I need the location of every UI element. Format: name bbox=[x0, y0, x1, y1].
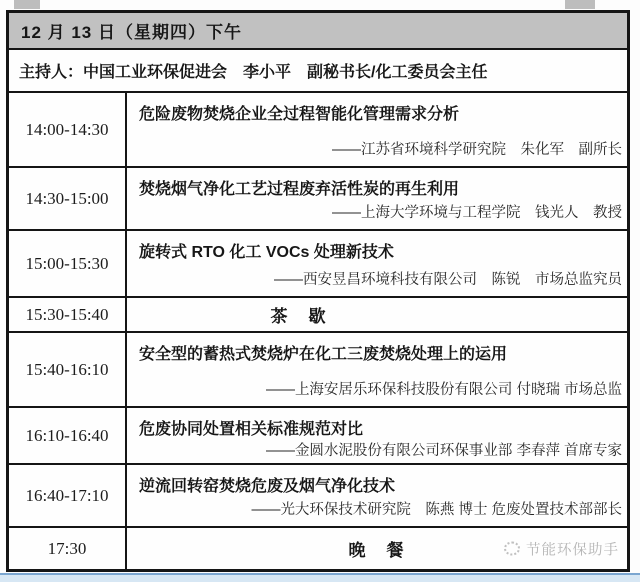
session-speaker: ——光大环保技术研究院 陈燕 博士 危废处置技术部部长 bbox=[251, 502, 622, 518]
session-cell bbox=[127, 465, 627, 526]
table-row bbox=[9, 465, 627, 528]
table-row bbox=[9, 333, 627, 408]
session-speaker: ——金圆水泥股份有限公司环保事业部 李春萍 首席专家 bbox=[265, 443, 622, 459]
moderator-row bbox=[9, 50, 627, 93]
session-cell bbox=[127, 333, 627, 406]
time-cell: 14:00-14:30 bbox=[9, 93, 127, 166]
session-speaker: ——江苏省环境科学研究院 朱化军 副所长 bbox=[332, 142, 622, 158]
table-row bbox=[9, 93, 627, 168]
screenshot-edge-artifact-left bbox=[14, 0, 40, 9]
agenda-table bbox=[6, 10, 630, 572]
session-cell bbox=[127, 408, 627, 463]
time-cell: 16:40-17:10 bbox=[9, 465, 127, 526]
screenshot-edge-artifact-right bbox=[565, 0, 595, 9]
watermark bbox=[504, 538, 619, 559]
dinner-label: 晚 餐 节能环保助手 bbox=[127, 528, 627, 569]
session-title: 焚烧烟气净化工艺过程废弃活性炭的再生利用 bbox=[139, 181, 460, 198]
session-cell bbox=[127, 168, 627, 229]
table-row bbox=[9, 408, 627, 465]
session-speaker: ——西安昱昌环境科技有限公司 陈锐 市场总监究员 bbox=[274, 272, 622, 288]
session-cell bbox=[127, 231, 627, 296]
time-cell: 14:30-15:00 bbox=[9, 168, 127, 229]
time-cell: 15:40-16:10 bbox=[9, 333, 127, 406]
time-cell: 15:30-15:40 bbox=[9, 298, 127, 331]
session-title: 逆流回转窑焚烧危废及烟气净化技术 bbox=[139, 478, 396, 495]
session-speaker: ——上海安居乐环保科技股份有限公司 付晓瑞 市场总监 bbox=[265, 382, 622, 398]
session-title: 危险废物焚烧企业全过程智能化管理需求分析 bbox=[139, 106, 460, 123]
session-cell bbox=[127, 93, 627, 166]
dinner-row bbox=[9, 528, 627, 569]
date-header-label: 12 月 13 日（星期四）下午 bbox=[21, 23, 242, 42]
session-speaker: ——上海大学环境与工程学院 钱光人 教授 bbox=[332, 205, 622, 221]
date-header-row bbox=[9, 13, 627, 50]
tea-break-label: 茶 歇 bbox=[270, 307, 328, 326]
time-cell: 15:00-15:30 bbox=[9, 231, 127, 296]
tea-break-row bbox=[9, 298, 627, 333]
watermark-logo-icon bbox=[504, 542, 520, 556]
table-row bbox=[9, 168, 627, 231]
bottom-blue-strip bbox=[0, 573, 640, 582]
moderator-label: 主持人：中国工业环保促进会 李小平 副秘书长/化工委员会主任 bbox=[19, 64, 488, 81]
watermark-label: 节能环保助手 bbox=[526, 542, 619, 558]
session-title: 危废协同处置相关标准规范对比 bbox=[139, 421, 364, 438]
table-row bbox=[9, 231, 627, 298]
session-title: 旋转式 RTO 化工 VOCs 处理新技术 bbox=[139, 244, 394, 261]
time-cell: 16:10-16:40 bbox=[9, 408, 127, 463]
session-title: 安全型的蓄热式焚烧炉在化工三废焚烧处理上的运用 bbox=[139, 346, 508, 363]
time-cell: 17:30 bbox=[9, 528, 127, 569]
